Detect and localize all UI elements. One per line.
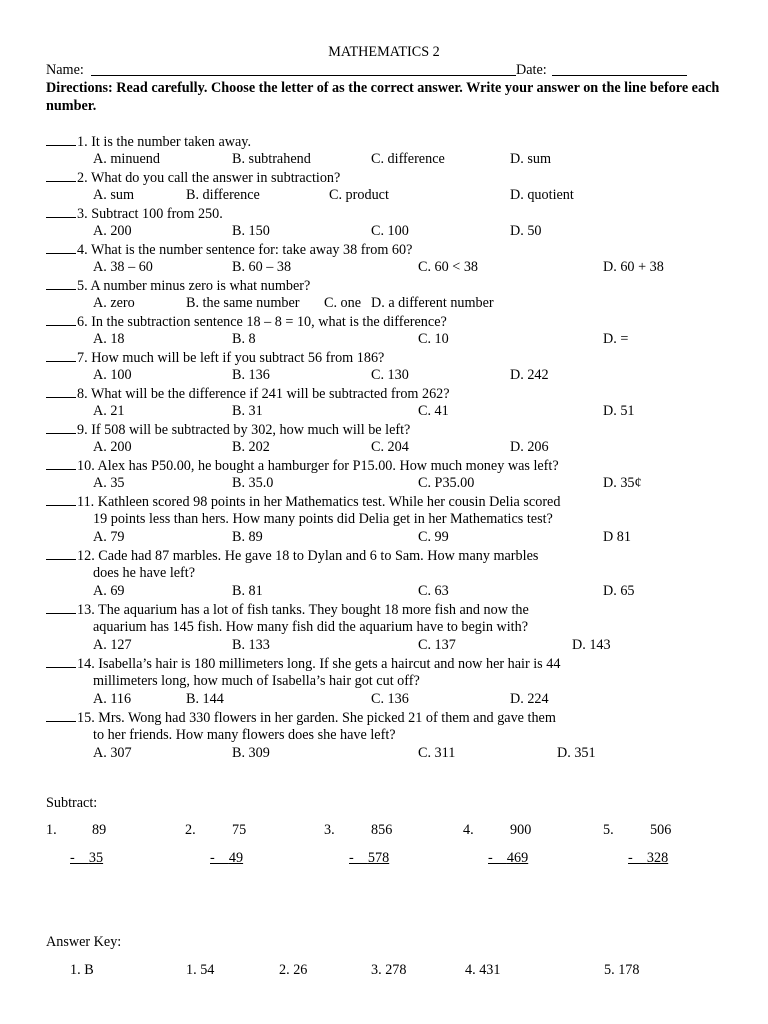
question-text-continued: millimeters long, how much of Isabella’s hair got cut off?	[93, 673, 420, 689]
option-b[interactable]: B. 81	[232, 583, 263, 599]
question-7	[46, 348, 384, 367]
answer-blank[interactable]	[46, 204, 76, 218]
option-c[interactable]: C. product	[329, 187, 389, 203]
answer-blank[interactable]	[46, 600, 76, 614]
answer-blank[interactable]	[46, 708, 76, 722]
answer-key-item: 2. 26	[279, 962, 308, 978]
answer-blank[interactable]	[46, 384, 76, 398]
option-d[interactable]: D. 224	[510, 691, 549, 707]
question-text-continued: 19 points less than hers. How many points did Delia get in her Mathematics test?	[93, 511, 553, 527]
question-3	[46, 204, 223, 223]
minus-sign: -	[349, 850, 368, 866]
question-text-continued: does he have left?	[93, 565, 196, 581]
question-10	[46, 456, 559, 475]
question-text: Subtract 100 from 250.	[91, 206, 223, 222]
minus-sign: -	[488, 850, 507, 866]
option-c[interactable]: C. P35.00	[418, 475, 475, 491]
question-12	[46, 546, 538, 565]
option-d[interactable]: D 81	[603, 529, 631, 545]
subtract-number: 3.	[324, 822, 335, 838]
option-b[interactable]: B. 309	[232, 745, 270, 761]
option-b[interactable]: B. 60 – 38	[232, 259, 292, 275]
question-4	[46, 240, 412, 259]
answer-blank[interactable]	[46, 240, 76, 254]
minus-sign: -	[70, 850, 89, 866]
answer-blank[interactable]	[46, 492, 76, 506]
option-b[interactable]: B. 8	[232, 331, 256, 347]
option-a[interactable]: A. 307	[93, 745, 132, 761]
option-c[interactable]: C. 136	[371, 691, 409, 707]
answer-key-item: 4. 431	[465, 962, 501, 978]
option-c[interactable]: C. 204	[371, 439, 409, 455]
option-a[interactable]: A. 35	[93, 475, 125, 491]
subtract-number: 4.	[463, 822, 474, 838]
option-d[interactable]: D. a different number	[371, 295, 494, 311]
option-c[interactable]: C. 130	[371, 367, 409, 383]
minus-sign: -	[210, 850, 229, 866]
option-c[interactable]: C. 41	[418, 403, 449, 419]
question-2	[46, 168, 340, 187]
option-a[interactable]: A. sum	[93, 187, 134, 203]
question-number: 7.	[77, 350, 92, 366]
option-a[interactable]: A. 200	[93, 439, 132, 455]
option-a[interactable]: A. 18	[93, 331, 125, 347]
option-c[interactable]: C. 137	[418, 637, 456, 653]
answer-blank[interactable]	[46, 654, 76, 668]
question-text: How much will be left if you subtract 56 from 186?	[91, 350, 385, 366]
question-number: 2.	[77, 170, 91, 186]
option-d[interactable]: D. sum	[510, 151, 551, 167]
option-d[interactable]: D. 351	[557, 745, 596, 761]
option-b[interactable]: B. difference	[186, 187, 260, 203]
option-c[interactable]: C. 100	[371, 223, 409, 239]
question-text: It is the number taken away.	[91, 134, 252, 150]
option-b[interactable]: B. subtrahend	[232, 151, 311, 167]
option-a[interactable]: A. 69	[93, 583, 125, 599]
answer-blank[interactable]	[46, 132, 76, 146]
option-a[interactable]: A. minuend	[93, 151, 160, 167]
answer-blank[interactable]	[46, 456, 76, 470]
option-b[interactable]: B. the same number	[186, 295, 300, 311]
date-label: Date:	[516, 62, 547, 78]
subtract-number: 2.	[185, 822, 196, 838]
question-text: Isabella’s hair is 180 millimeters long. If she gets a haircut and now her hair is 44	[98, 656, 561, 672]
option-c[interactable]: C. 60 < 38	[418, 259, 479, 275]
option-a[interactable]: A. 100	[93, 367, 132, 383]
option-c[interactable]: C. one	[324, 295, 362, 311]
option-d[interactable]: D. 206	[510, 439, 549, 455]
option-d[interactable]: D. 35¢	[603, 475, 642, 491]
subtract-top: 900	[510, 822, 532, 838]
option-d[interactable]: D. 143	[572, 637, 611, 653]
date-field[interactable]	[552, 75, 687, 76]
answer-key-item: 1. 54	[186, 962, 215, 978]
option-d[interactable]: D. quotient	[510, 187, 574, 203]
question-15	[46, 708, 556, 727]
page-title: MATHEMATICS 2	[328, 44, 440, 60]
question-number: 4.	[77, 242, 91, 258]
option-b[interactable]: B. 133	[232, 637, 270, 653]
option-c[interactable]: C. 10	[418, 331, 449, 347]
option-a[interactable]: A. 79	[93, 529, 125, 545]
question-5	[46, 276, 310, 295]
question-number: 10.	[77, 458, 98, 474]
subtract-top: 75	[232, 822, 247, 838]
question-13	[46, 600, 529, 619]
question-text: What do you call the answer in subtraction?	[90, 170, 341, 186]
option-a[interactable]: A. 21	[93, 403, 125, 419]
subtrahend: 49	[228, 850, 244, 866]
subtract-top: 856	[371, 822, 393, 838]
question-1	[46, 132, 251, 151]
subtrahend: 328	[646, 850, 669, 866]
subtract-number: 5.	[603, 822, 614, 838]
option-b[interactable]: B. 31	[232, 403, 263, 419]
option-b[interactable]: B. 144	[186, 691, 224, 707]
subtract-bottom	[349, 849, 389, 867]
option-a[interactable]: A. 127	[93, 637, 132, 653]
option-a[interactable]: A. 200	[93, 223, 132, 239]
name-label: Name:	[46, 62, 84, 78]
answer-blank[interactable]	[46, 546, 76, 560]
option-b[interactable]: B. 202	[232, 439, 270, 455]
subtract-bottom	[488, 849, 528, 867]
option-c[interactable]: C. 63	[418, 583, 449, 599]
question-text: A number minus zero is what number?	[90, 278, 311, 294]
question-number: 8.	[77, 386, 91, 402]
option-c[interactable]: C. 311	[418, 745, 456, 761]
question-text: What is the number sentence for: take away 38 from 60?	[90, 242, 413, 258]
option-b[interactable]: B. 89	[232, 529, 263, 545]
answer-key-heading: Answer Key:	[46, 934, 122, 950]
subtract-bottom	[210, 849, 243, 867]
question-number: 9.	[77, 422, 92, 438]
answer-blank[interactable]	[46, 420, 76, 434]
question-text: Kathleen scored 98 points in her Mathematics test. While her cousin Delia scored	[97, 494, 561, 510]
question-14	[46, 654, 560, 673]
option-a[interactable]: A. 38 – 60	[93, 259, 153, 275]
option-d[interactable]: D. =	[603, 331, 629, 347]
subtrahend: 578	[367, 850, 390, 866]
question-number: 1.	[77, 134, 92, 150]
option-b[interactable]: B. 35.0	[232, 475, 274, 491]
question-text-continued: aquarium has 145 fish. How many fish did the aquarium have to begin with?	[93, 619, 528, 635]
subtract-bottom	[70, 849, 103, 867]
question-number: 11.	[77, 494, 98, 510]
question-text: The aquarium has a lot of fish tanks. They bought 18 more fish and now the	[98, 602, 529, 618]
question-text-continued: to her friends. How many flowers does she have left?	[93, 727, 396, 743]
question-text: In the subtraction sentence 18 – 8 = 10, what is the difference?	[91, 314, 447, 330]
answer-blank[interactable]	[46, 276, 76, 290]
option-a[interactable]: A. 116	[93, 691, 132, 707]
subtract-top: 89	[92, 822, 107, 838]
option-a[interactable]: A. zero	[93, 295, 135, 311]
question-text: What will be the difference if 241 will be subtracted from 262?	[90, 386, 450, 402]
name-date-row	[46, 61, 688, 79]
question-9	[46, 420, 410, 439]
question-6	[46, 312, 447, 331]
directions: Directions: Read carefully. Choose the letter of as the correct answer. Write your answer on the line before each number.	[46, 80, 720, 114]
question-number: 13.	[77, 602, 99, 618]
answer-blank[interactable]	[46, 348, 76, 362]
subtrahend: 35	[88, 850, 104, 866]
answer-blank[interactable]	[46, 312, 76, 326]
subtract-number: 1.	[46, 822, 57, 838]
question-text: If 508 will be subtracted by 302, how much will be left?	[91, 422, 411, 438]
question-number: 15.	[77, 710, 99, 726]
question-number: 5.	[77, 278, 91, 294]
option-b[interactable]: B. 150	[232, 223, 270, 239]
subtract-bottom	[628, 849, 668, 867]
name-field[interactable]	[91, 75, 516, 76]
minus-sign: -	[628, 850, 647, 866]
subtrahend: 469	[506, 850, 529, 866]
option-c[interactable]: C. difference	[371, 151, 445, 167]
option-d[interactable]: D. 50	[510, 223, 542, 239]
option-d[interactable]: D. 51	[603, 403, 635, 419]
question-11	[46, 492, 560, 511]
question-number: 14.	[77, 656, 99, 672]
question-text: Mrs. Wong had 330 flowers in her garden. She picked 21 of them and gave them	[98, 710, 556, 726]
question-number: 3.	[77, 206, 92, 222]
answer-key-item: 5. 178	[604, 962, 640, 978]
question-8	[46, 384, 450, 403]
question-number: 12.	[77, 548, 99, 564]
answer-key-item: 1. B	[70, 962, 94, 978]
question-number: 6.	[77, 314, 92, 330]
option-b[interactable]: B. 136	[232, 367, 270, 383]
option-c[interactable]: C. 99	[418, 529, 449, 545]
option-d[interactable]: D. 60 + 38	[603, 259, 664, 275]
option-d[interactable]: D. 242	[510, 367, 549, 383]
answer-key-item: 3. 278	[371, 962, 407, 978]
question-text: Alex has P50.00, he bought a hamburger for P15.00. How much money was left?	[97, 458, 559, 474]
subtract-heading: Subtract:	[46, 795, 98, 811]
option-d[interactable]: D. 65	[603, 583, 635, 599]
answer-blank[interactable]	[46, 168, 76, 182]
question-text: Cade had 87 marbles. He gave 18 to Dylan and 6 to Sam. How many marbles	[98, 548, 539, 564]
subtract-top: 506	[650, 822, 672, 838]
